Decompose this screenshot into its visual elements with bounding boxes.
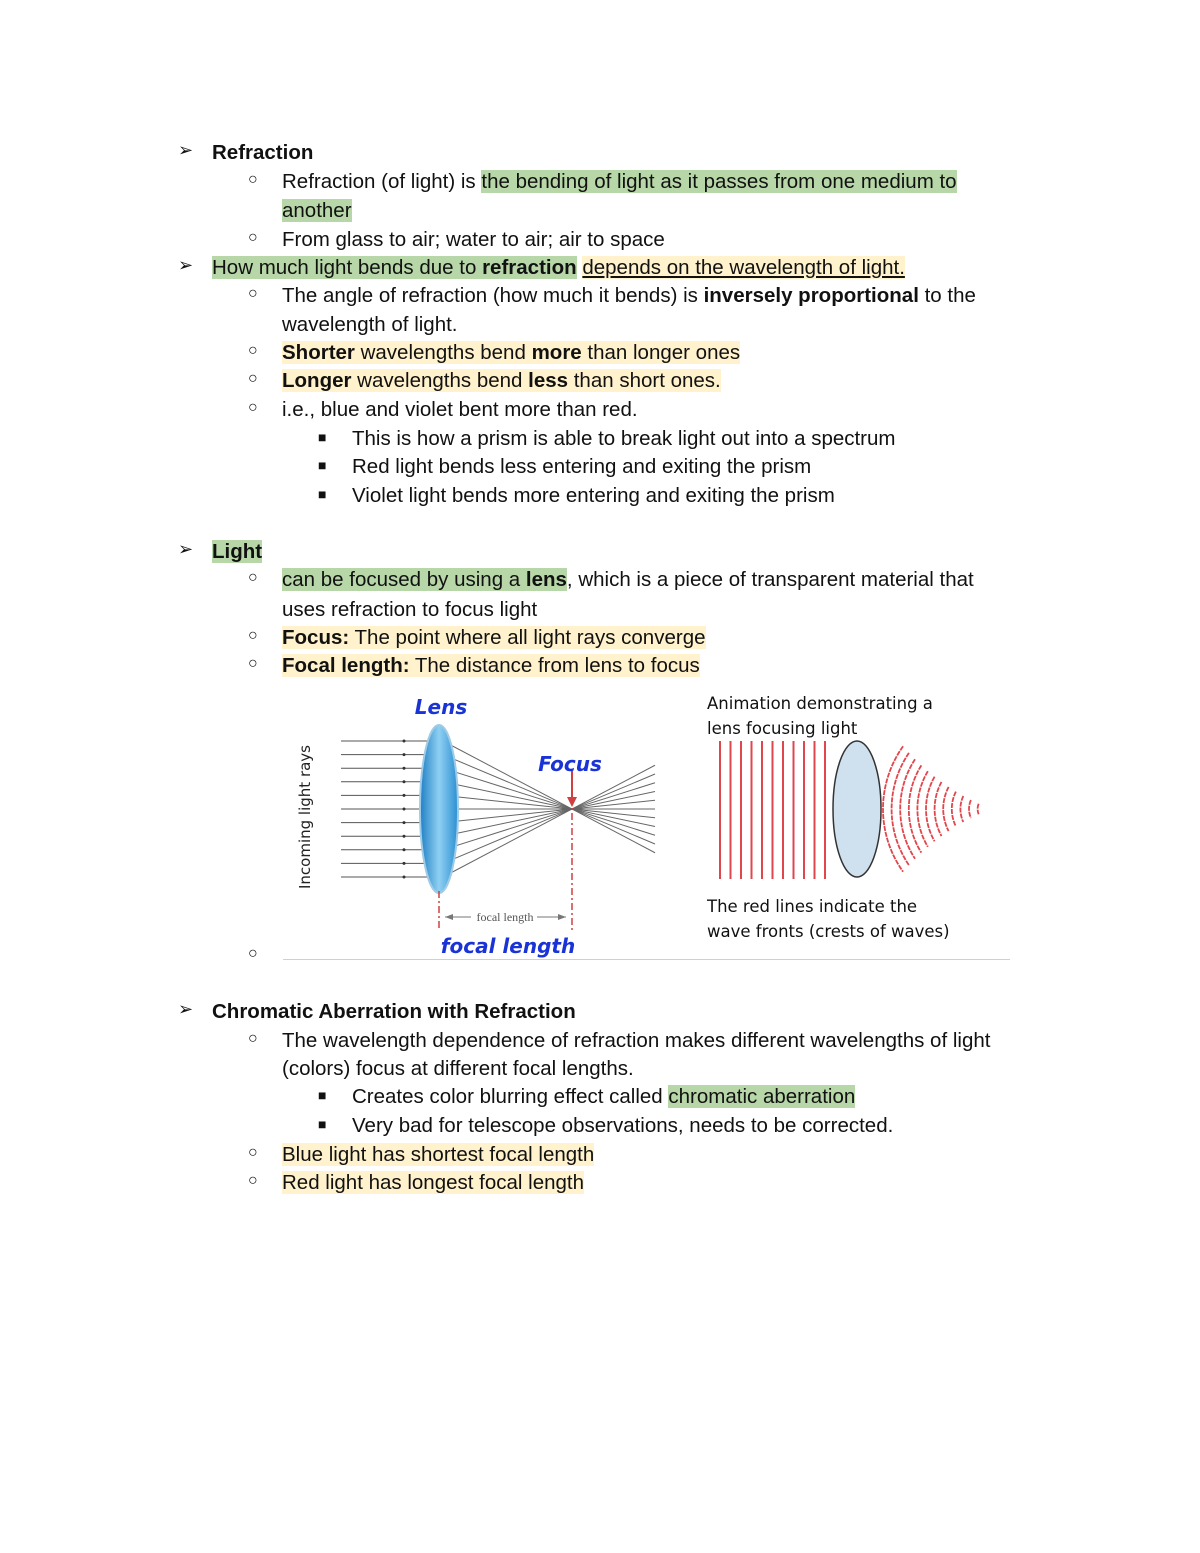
focus-label: Focus <box>538 752 602 776</box>
wave-arc <box>926 777 935 842</box>
angle-of-refraction: The angle of refraction (how much it bends) is inversely proportional to the <box>282 284 976 307</box>
blue-light-focal: Blue light has shortest focal length <box>282 1143 595 1166</box>
bullet-circle: ○ <box>248 1030 258 1047</box>
refracted-ray <box>443 791 655 836</box>
refracted-ray <box>443 774 655 863</box>
heading-light: Light <box>212 540 263 563</box>
animation-lens <box>833 741 881 877</box>
ray-arrow-dot <box>403 740 406 743</box>
lens-definition: can be focused by using a lens, which is a piece of transparent material that <box>282 568 974 591</box>
wave-arc <box>960 796 963 822</box>
bullet-circle: ○ <box>248 627 258 644</box>
bullet-arrow: ➢ <box>178 140 194 160</box>
focal-length-big-label: focal length <box>440 934 576 958</box>
bullet-square: ■ <box>318 1116 327 1132</box>
longer-wavelengths: Longer wavelengths bend less than short ones. <box>282 369 721 392</box>
angle-of-refraction-cont: wavelength of light. <box>282 313 458 336</box>
bullet-circle: ○ <box>248 285 258 302</box>
chromatic-sub2: Very bad for telescope observations, needs to be corrected. <box>352 1114 894 1137</box>
bullet-circle: ○ <box>248 399 258 416</box>
lens-label: Lens <box>414 695 468 719</box>
bullet-circle: ○ <box>248 229 258 246</box>
ray-arrow-dot <box>403 808 406 811</box>
ray-arrow-dot <box>403 862 406 865</box>
refracted-ray <box>443 768 655 835</box>
refracted-ray <box>443 800 655 822</box>
shorter-wavelengths: Shorter wavelengths bend more than longer ones <box>282 341 741 364</box>
wave-arc <box>969 800 971 818</box>
ray-arrow-dot <box>403 753 406 756</box>
refraction-examples: From glass to air; water to air; air to space <box>282 228 665 251</box>
caption-line1: The red lines indicate the <box>707 897 918 916</box>
ray-arrow-dot <box>403 767 406 770</box>
bullet-square: ■ <box>318 457 327 473</box>
wave-arcs <box>883 746 979 872</box>
prism-red: Red light bends less entering and exiting the prism <box>352 455 812 478</box>
chromatic-text-cont: (colors) focus at different focal lengths. <box>282 1057 634 1080</box>
focus-definition: Focus: The point where all light rays converge <box>282 626 706 649</box>
wave-arc <box>900 759 915 859</box>
wave-fronts <box>720 741 825 879</box>
ie-blue-violet: i.e., blue and violet bent more than red. <box>282 398 638 421</box>
refraction-definition: Refraction (of light) is the bending of light as it passes from one medium to <box>282 170 957 193</box>
bullet-arrow: ➢ <box>178 255 194 275</box>
bullet-arrow: ➢ <box>178 539 194 559</box>
convex-lens <box>420 725 458 893</box>
bullet-circle: ○ <box>248 171 258 188</box>
refracted-ray <box>443 782 655 827</box>
bullet-square: ■ <box>318 429 327 445</box>
prism-violet: Violet light bends more entering and exiting the prism <box>352 484 835 507</box>
lens-figure <box>283 683 1010 960</box>
bullet-circle: ○ <box>248 1172 258 1189</box>
wave-arc <box>943 787 948 831</box>
refraction-definition-cont: another <box>282 199 352 222</box>
chromatic-sub1: Creates color blurring effect called chromatic aberration <box>352 1085 856 1108</box>
caption-line2: wave fronts (crests of waves) <box>707 922 950 941</box>
ray-arrow-dot <box>403 835 406 838</box>
refracted-ray <box>443 783 655 850</box>
red-light-focal: Red light has longest focal length <box>282 1171 585 1194</box>
wave-arc <box>978 804 979 814</box>
heading-how-much: How much light bends due to refraction depends on the wavelength of light. <box>212 256 905 279</box>
refracted-ray <box>443 765 655 877</box>
prism-spectrum: This is how a prism is able to break light out into a spectrum <box>352 427 896 450</box>
ray-arrow-dot <box>403 848 406 851</box>
bullet-circle: ○ <box>248 370 258 387</box>
bullet-square: ■ <box>318 486 327 502</box>
bullet-circle: ○ <box>248 569 258 586</box>
focus-arrow-head <box>567 797 577 807</box>
incoming-light-rays-label: Incoming light rays <box>296 745 314 889</box>
ray-arrow-dot <box>403 821 406 824</box>
chromatic-text: The wavelength dependence of refraction makes different wavelengths of light <box>282 1029 991 1052</box>
refracted-ray <box>443 795 655 817</box>
ray-arrow-dot <box>403 794 406 797</box>
bullet-circle: ○ <box>248 1144 258 1161</box>
animation-title-line2: lens focusing light <box>707 719 858 738</box>
wave-arc <box>952 792 956 827</box>
bullet-circle: ○ <box>248 342 258 359</box>
lens-definition-cont: uses refraction to focus light <box>282 598 538 621</box>
focal-length-definition: Focal length: The distance from lens to focus <box>282 654 700 677</box>
heading-refraction: Refraction <box>212 141 314 164</box>
bullet-circle: ○ <box>248 945 258 962</box>
animation-title-line1: Animation demonstrating a <box>707 694 933 713</box>
wave-arc <box>909 765 922 852</box>
wave-arc <box>935 782 942 836</box>
bullet-circle: ○ <box>248 655 258 672</box>
bullet-square: ■ <box>318 1087 327 1103</box>
bullet-arrow: ➢ <box>178 999 194 1019</box>
ray-arrow-dot <box>403 780 406 783</box>
focal-length-small-label: focal length <box>476 910 534 924</box>
ray-arrow-dot <box>403 876 406 879</box>
heading-chromatic-aberration: Chromatic Aberration with Refraction <box>212 1000 576 1023</box>
